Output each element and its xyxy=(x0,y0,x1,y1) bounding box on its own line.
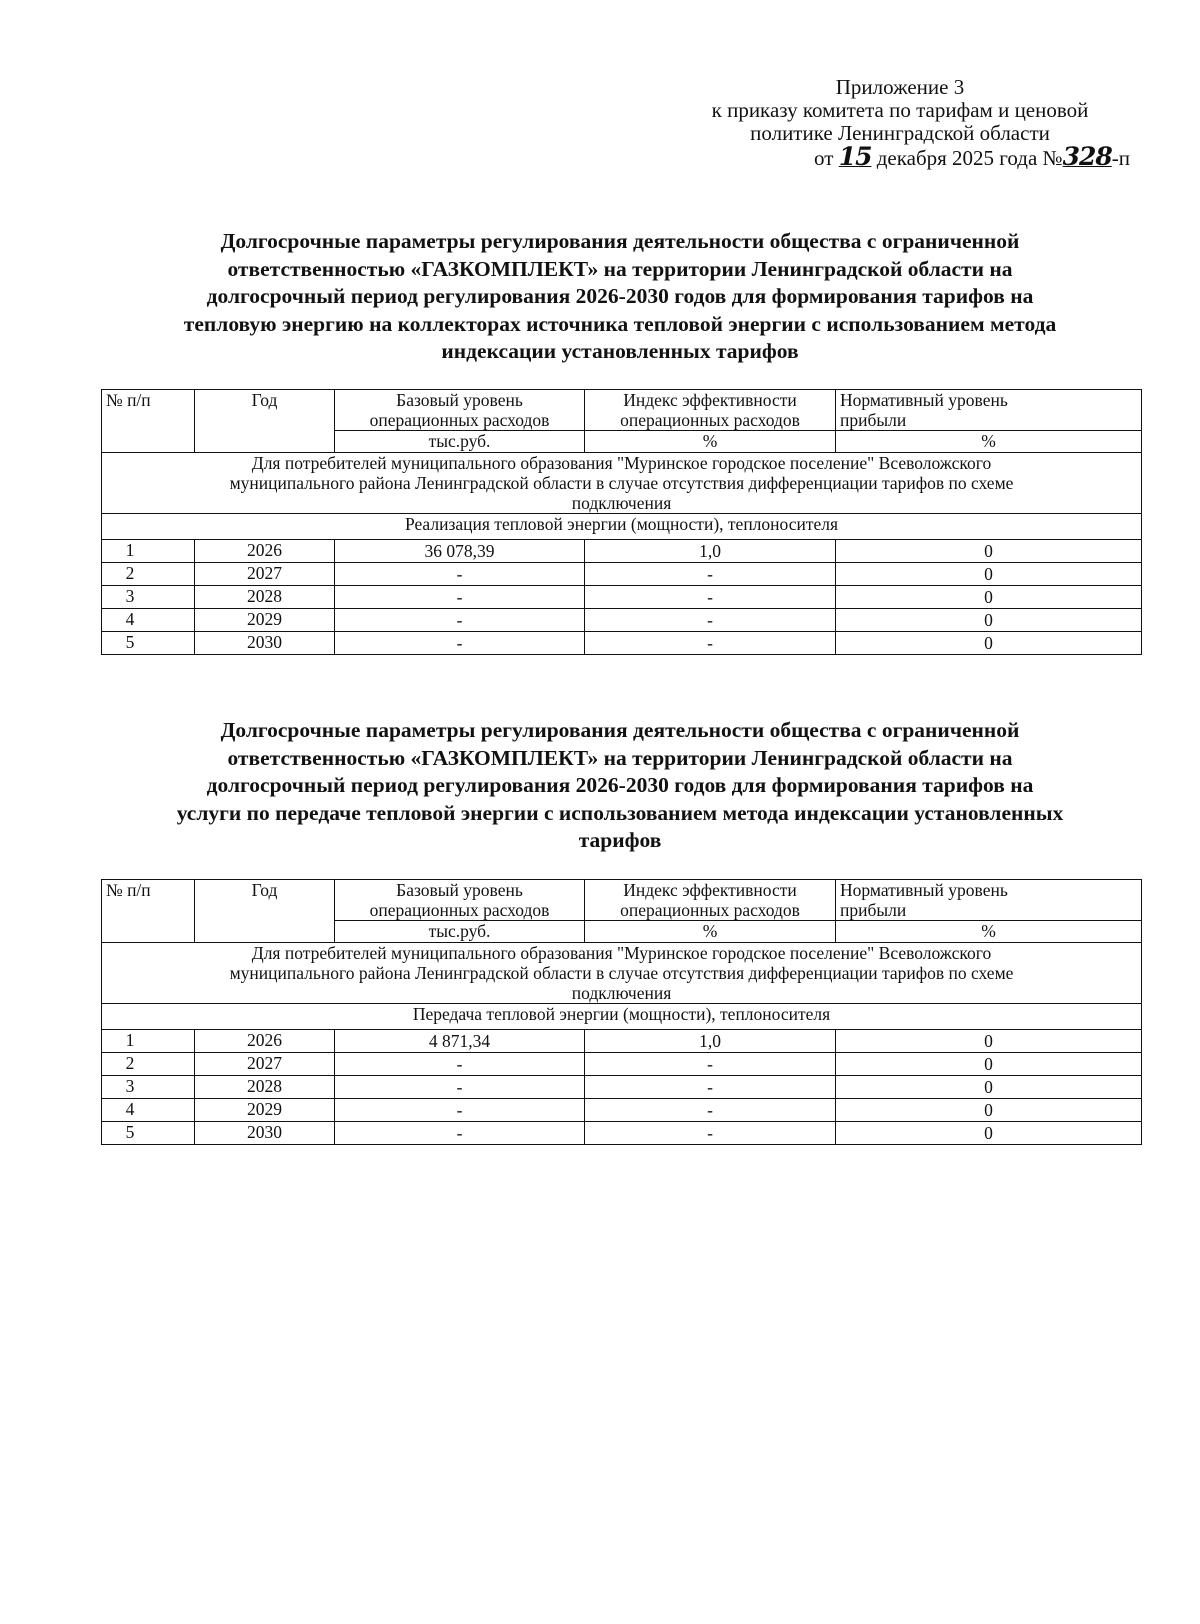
cell-index: - xyxy=(585,586,836,609)
cell-index: - xyxy=(585,1099,836,1122)
activity-label: Передача тепловой энергии (мощности), теплоносителя xyxy=(102,1004,1142,1030)
col-header-profit xyxy=(836,880,1142,921)
group-line: Для потребителей муниципального образования "Муринское городское поселение" Всеволожского xyxy=(251,943,992,963)
cell-base: - xyxy=(335,609,585,632)
header-text: Нормативный уровень xyxy=(840,880,1008,900)
cell-base: - xyxy=(335,586,585,609)
group-line: муниципального района Ленинградской области в случае отсутствия дифференциации тарифов по схеме xyxy=(229,473,1014,493)
table-row xyxy=(102,1030,1142,1053)
header-text: операционных расходов xyxy=(369,900,550,920)
activity-label: Реализация тепловой энергии (мощности), теплоносителя xyxy=(102,514,1142,540)
title-line: тепловую энергию на коллекторах источника тепловой энергии с использованием метода xyxy=(183,311,1057,336)
cell-profit: 0 xyxy=(836,1030,1142,1053)
cell-profit: 0 xyxy=(836,540,1142,563)
consumer-group-label xyxy=(102,943,1142,1004)
table-row xyxy=(102,586,1142,609)
cell-base: - xyxy=(335,632,585,655)
header-text: Нормативный уровень xyxy=(840,390,1008,410)
appendix-header xyxy=(640,76,1160,170)
cell-num: 5 xyxy=(102,632,195,655)
cell-year: 2027 xyxy=(195,1053,335,1076)
col-header-index xyxy=(585,880,836,921)
table-row xyxy=(102,540,1142,563)
cell-base: 36 078,39 xyxy=(335,540,585,563)
header-text: операционных расходов xyxy=(620,900,800,920)
cell-year: 2029 xyxy=(195,609,335,632)
header-text: Базовый уровень xyxy=(396,390,523,410)
cell-year: 2026 xyxy=(195,1030,335,1053)
title-line: услуги по передаче тепловой энергии с использованием метода индексации установленных xyxy=(176,800,1064,825)
col-header-profit xyxy=(836,390,1142,431)
cell-year: 2030 xyxy=(195,1122,335,1145)
group-line: Для потребителей муниципального образования "Муринское городское поселение" Всеволожского xyxy=(251,453,992,473)
cell-base: - xyxy=(335,1099,585,1122)
order-suffix: -п xyxy=(1111,146,1130,170)
group-line: подключения xyxy=(571,493,672,513)
table-row xyxy=(102,1053,1142,1076)
table-row xyxy=(102,632,1142,655)
cell-year: 2027 xyxy=(195,563,335,586)
header-text: операционных расходов xyxy=(369,410,550,430)
header-text: прибыли xyxy=(840,900,907,920)
col-header-year: Год xyxy=(195,880,335,943)
params-table-2 xyxy=(101,879,1142,1145)
cell-index: - xyxy=(585,563,836,586)
col-header-base xyxy=(335,390,585,431)
cell-base: 4 871,34 xyxy=(335,1030,585,1053)
cell-year: 2029 xyxy=(195,1099,335,1122)
handwritten-day: 15 xyxy=(838,142,872,171)
col-header-num: № п/п xyxy=(102,880,195,943)
table-row xyxy=(102,1099,1142,1122)
title-line: индексации установленных тарифов xyxy=(441,339,799,363)
cell-index: 1,0 xyxy=(585,1030,836,1053)
header-text: операционных расходов xyxy=(620,410,800,430)
table-row xyxy=(102,1076,1142,1099)
cell-year: 2030 xyxy=(195,632,335,655)
header-row xyxy=(102,880,1142,921)
subgroup-row xyxy=(102,514,1142,540)
cell-base: - xyxy=(335,1076,585,1099)
cell-profit: 0 xyxy=(836,1053,1142,1076)
date-prefix: от xyxy=(814,146,834,170)
header-text: Индекс эффективности xyxy=(623,390,797,410)
appendix-line-2: к приказу комитета по тарифам и ценовой xyxy=(711,98,1089,122)
cell-num: 3 xyxy=(102,586,195,609)
cell-index: 1,0 xyxy=(585,540,836,563)
col-header-num: № п/п xyxy=(102,390,195,453)
cell-num: 1 xyxy=(102,540,195,563)
cell-num: 4 xyxy=(102,1099,195,1122)
unit-index: % xyxy=(585,431,836,453)
cell-num: 2 xyxy=(102,1053,195,1076)
consumer-group-label xyxy=(102,453,1142,514)
order-date-line xyxy=(640,142,1160,171)
col-header-year: Год xyxy=(195,390,335,453)
section-2-title xyxy=(100,717,1140,855)
cell-profit: 0 xyxy=(836,609,1142,632)
header-text: Индекс эффективности xyxy=(623,880,797,900)
title-line: ответственностью «ГАЗКОМПЛЕКТ» на территории Ленинградской области на xyxy=(227,745,1013,770)
cell-index: - xyxy=(585,632,836,655)
cell-profit: 0 xyxy=(836,632,1142,655)
group-line: подключения xyxy=(571,983,672,1003)
cell-base: - xyxy=(335,1122,585,1145)
title-line: ответственностью «ГАЗКОМПЛЕКТ» на территории Ленинградской области на xyxy=(227,256,1013,281)
cell-index: - xyxy=(585,1053,836,1076)
cell-index: - xyxy=(585,1076,836,1099)
title-line: тарифов xyxy=(578,828,662,852)
group-row xyxy=(102,453,1142,514)
title-line: долгосрочный период регулирования 2026-2030 годов для формирования тарифов на xyxy=(206,773,1034,797)
appendix-line-1: Приложение 3 xyxy=(835,75,965,99)
col-header-base xyxy=(335,880,585,921)
title-line: Долгосрочные параметры регулирования деятельности общества с ограниченной xyxy=(220,718,1020,742)
unit-base: тыс.руб. xyxy=(335,921,585,943)
cell-num: 4 xyxy=(102,609,195,632)
handwritten-order-number: 328 xyxy=(1062,142,1112,171)
group-row xyxy=(102,943,1142,1004)
header-row xyxy=(102,390,1142,431)
cell-profit: 0 xyxy=(836,1122,1142,1145)
table-row xyxy=(102,563,1142,586)
cell-num: 3 xyxy=(102,1076,195,1099)
cell-num: 2 xyxy=(102,563,195,586)
cell-year: 2026 xyxy=(195,540,335,563)
table-row xyxy=(102,609,1142,632)
unit-base: тыс.руб. xyxy=(335,431,585,453)
appendix-line-3: политике Ленинградской области xyxy=(750,121,1050,145)
cell-profit: 0 xyxy=(836,586,1142,609)
title-line: Долгосрочные параметры регулирования деятельности общества с ограниченной xyxy=(220,229,1020,253)
cell-base: - xyxy=(335,563,585,586)
cell-num: 5 xyxy=(102,1122,195,1145)
unit-profit: % xyxy=(836,921,1142,943)
cell-year: 2028 xyxy=(195,586,335,609)
unit-index: % xyxy=(585,921,836,943)
cell-base: - xyxy=(335,1053,585,1076)
cell-profit: 0 xyxy=(836,1099,1142,1122)
section-1-title xyxy=(100,228,1140,366)
cell-index: - xyxy=(585,609,836,632)
header-text: прибыли xyxy=(840,410,907,430)
cell-profit: 0 xyxy=(836,1076,1142,1099)
header-text: Базовый уровень xyxy=(396,880,523,900)
title-line: долгосрочный период регулирования 2026-2030 годов для формирования тарифов на xyxy=(206,284,1034,308)
group-line: муниципального района Ленинградской области в случае отсутствия дифференциации тарифов по схеме xyxy=(229,963,1014,983)
params-table-1 xyxy=(101,389,1142,655)
col-header-index xyxy=(585,390,836,431)
cell-year: 2028 xyxy=(195,1076,335,1099)
subgroup-row xyxy=(102,1004,1142,1030)
table-row xyxy=(102,1122,1142,1145)
cell-profit: 0 xyxy=(836,563,1142,586)
cell-index: - xyxy=(585,1122,836,1145)
unit-profit: % xyxy=(836,431,1142,453)
date-middle: декабря 2025 года № xyxy=(876,146,1063,170)
cell-num: 1 xyxy=(102,1030,195,1053)
